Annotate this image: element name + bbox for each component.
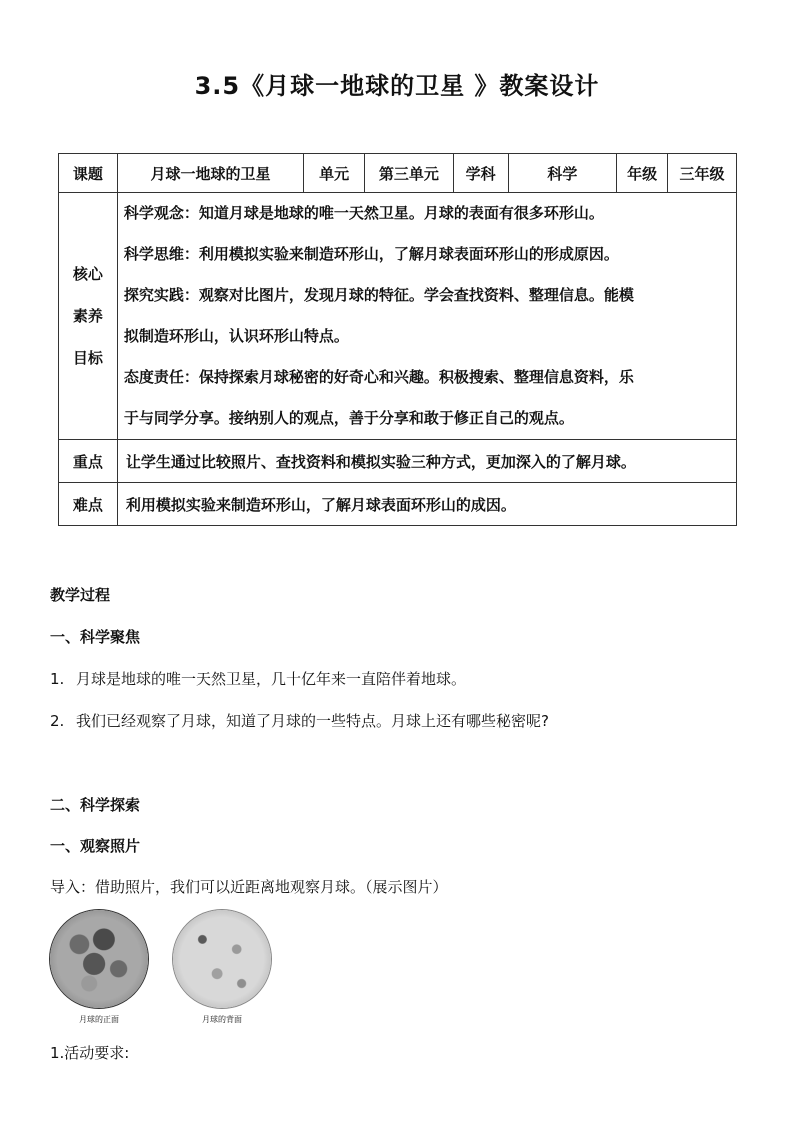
list-item-text: 月球是地球的唯一天然卫星，几十亿年来一直陪伴着地球。	[76, 670, 467, 688]
difficulty-label: 难点	[59, 483, 118, 526]
list-item-number: 2.	[50, 712, 65, 730]
cell-subject-value: 科学	[508, 154, 617, 193]
key-text: 让学生通过比较照片、查找资料和模拟实验三种方式，更加深入的了解月球。	[117, 440, 736, 483]
list-item	[50, 668, 466, 689]
cell-grade-value: 三年级	[668, 154, 737, 193]
moon-front-caption: 月球的正面	[79, 1015, 119, 1024]
core-label-line: 核心	[72, 265, 103, 283]
document-title: 3.5《月球一地球的卫星 》教案设计	[194, 72, 600, 100]
cell-subject-label: 学科	[453, 154, 508, 193]
core-label-line: 目标	[72, 349, 103, 367]
intro-text: 导入：借助照片，我们可以近距离地观察月球。（展示图片）	[50, 878, 448, 896]
core-goal-line: 拟制造环形山，认识环形山特点。	[123, 327, 349, 345]
core-goal-line: 科学思维：利用模拟实验来制造环形山，了解月球表面环形山的形成原因。	[123, 245, 619, 263]
subsection-heading-photos: 一、观察照片	[50, 837, 141, 855]
difficulty-text: 利用模拟实验来制造环形山，了解月球表面环形山的成因。	[117, 483, 736, 526]
cell-topic-label: 课题	[59, 154, 118, 193]
core-goal-line: 科学观念：知道月球是地球的唯一天然卫星。月球的表面有很多环形山。	[123, 204, 604, 222]
cell-topic-value: 月球一地球的卫星	[117, 154, 303, 193]
key-label: 重点	[59, 440, 118, 483]
moon-front-image	[50, 910, 148, 1008]
cell-grade-label: 年级	[617, 154, 668, 193]
key-row	[59, 440, 737, 483]
core-goal-line: 于与同学分享。接纳别人的观点，善于分享和敢于修正自己的观点。	[123, 409, 574, 427]
core-goals	[117, 193, 736, 440]
core-label	[59, 193, 118, 440]
core-goal-line: 探究实践：观察对比图片，发现月球的特征。学会查找资料、整理信息。能模	[123, 286, 634, 304]
cell-unit-value: 第三单元	[365, 154, 454, 193]
process-heading: 教学过程	[50, 586, 111, 604]
core-goal-line: 态度责任：保持探索月球秘密的好奇心和兴趣。积极搜索、整理信息资料，乐	[123, 368, 634, 386]
section-heading-focus: 一、科学聚焦	[50, 628, 141, 646]
moon-front-figure	[50, 910, 148, 1025]
list-item	[50, 710, 549, 731]
activity-requirements: 1.活动要求:	[50, 1044, 130, 1062]
section-heading-explore: 二、科学探索	[50, 796, 141, 814]
header-row	[59, 154, 737, 193]
list-item-text: 我们已经观察了月球，知道了月球的一些特点。月球上还有哪些秘密呢?	[76, 712, 549, 730]
list-item-number: 1.	[50, 670, 65, 688]
moon-back-caption: 月球的背面	[202, 1015, 242, 1024]
lesson-plan-table	[58, 153, 737, 526]
core-label-line: 素养	[72, 307, 103, 325]
moon-back-figure	[173, 910, 271, 1025]
difficulty-row	[59, 483, 737, 526]
moon-back-image	[173, 910, 271, 1008]
core-row	[59, 193, 737, 440]
cell-unit-label: 单元	[304, 154, 365, 193]
